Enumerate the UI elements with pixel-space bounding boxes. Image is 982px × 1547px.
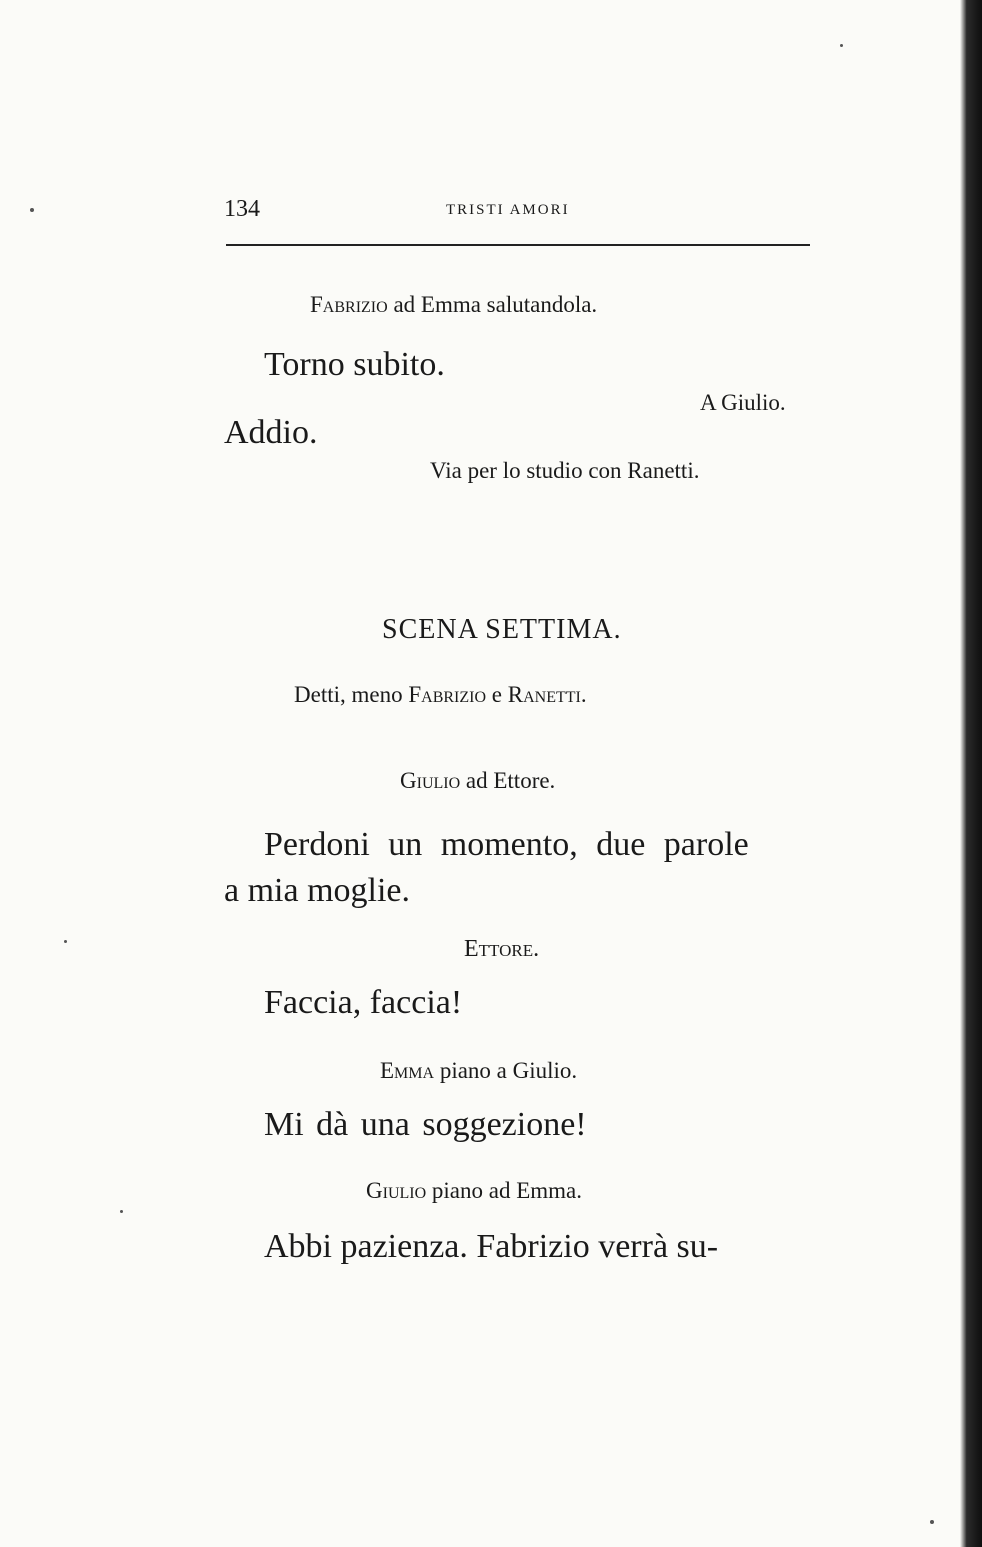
stage-direction-exit: Via per lo studio con Ranetti. <box>430 458 700 483</box>
speaker-name: Emma <box>380 1058 435 1083</box>
paper-speck <box>930 1520 934 1524</box>
page-number: 134 <box>224 196 260 222</box>
page-header <box>224 196 812 232</box>
paper-speck <box>30 208 34 212</box>
paper-speck <box>840 44 843 47</box>
paper-speck <box>64 940 67 943</box>
cast-name: Ranetti. <box>507 682 587 707</box>
direction-text: piano a Giulio. <box>439 1058 578 1083</box>
cast-name: Fabrizio <box>408 682 487 707</box>
paper-speck <box>120 1210 123 1213</box>
direction-text: piano ad Emma. <box>431 1178 583 1203</box>
stage-direction-emma <box>380 1058 577 1084</box>
running-title: TRISTI AMORI <box>446 202 570 218</box>
speaker-name: Giulio <box>400 768 461 793</box>
header-rule <box>226 244 810 246</box>
scene-title: SCENA SETTIMA. <box>382 614 622 645</box>
direction-text: ad Ettore. <box>465 768 556 793</box>
dialogue-line: a mia moglie. <box>224 872 411 909</box>
cast-text: e <box>491 682 502 707</box>
dialogue-line: Mi dà una soggezione! <box>264 1106 587 1143</box>
cast-list <box>294 682 587 708</box>
speaker-ettore: Ettore. <box>464 936 540 962</box>
direction-text: ad Emma salutandola. <box>393 292 598 317</box>
stage-direction-a-giulio: A Giulio. <box>700 390 786 415</box>
stage-direction-fabrizio <box>310 292 597 318</box>
speaker-name: Giulio <box>366 1178 427 1203</box>
stage-direction-giulio-2 <box>366 1178 582 1204</box>
speaker-name: Fabrizio <box>310 292 388 317</box>
stage-direction-giulio <box>400 768 555 794</box>
dialogue-line: Perdoni un momento, due parole <box>264 826 749 863</box>
cast-text: Detti, meno <box>294 682 403 707</box>
page-edge-shadow <box>960 0 982 1547</box>
dialogue-line: Torno subito. <box>264 346 445 383</box>
dialogue-line: Faccia, faccia! <box>264 984 463 1021</box>
dialogue-line: Addio. <box>224 414 318 451</box>
dialogue-line: Abbi pazienza. Fabrizio verrà su- <box>264 1228 719 1265</box>
